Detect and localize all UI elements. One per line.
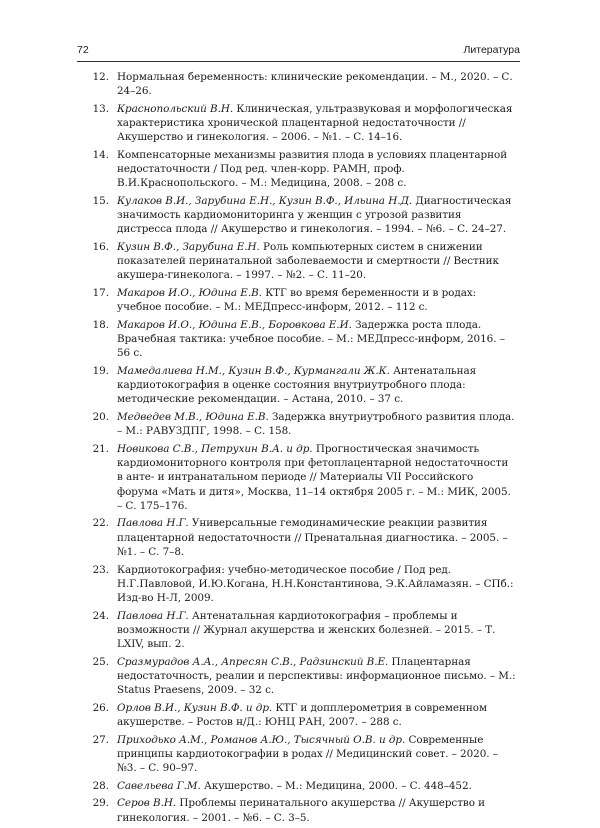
reference-authors: Новикова С.В., Петрухин В.А. и др. [117,443,313,456]
reference-authors: Медведев М.В., Юдина Е.В. [117,411,269,424]
reference-authors: Павлова Н.Г. [117,517,189,530]
reference-number: 25. [92,655,109,668]
reference-authors: Макаров И.О., Юдина Е.В., Боровкова Е.И. [117,319,352,332]
reference-item [92,240,516,282]
reference-text: Задержка внутриутробного развития плода. – М.: РАВУЗДПГ, 1998. – С. 158. [117,411,515,438]
reference-authors: Серов В.Н. [117,797,177,810]
reference-authors: Макаров И.О., Юдина Е.В. [117,287,262,300]
reference-number: 29. [92,797,109,810]
reference-text: Задержка роста плода. Врачебная тактика: учебное пособие. – М.: МЕДпресс-информ, 2016. – 56 с. [117,319,505,360]
reference-item [92,779,516,793]
page-number: 72 [77,44,89,56]
reference-number: 19. [92,365,109,378]
reference-text: Диагностическая значимость кардиомониторинга у женщин с угрозой развития дистресса плода // Акушерство и гинекология. – 1994. – №6. – С. 24–27. [117,195,512,236]
reference-authors: Краснопольский В.Н. [117,102,234,115]
reference-text: Компенсаторные механизмы развития плода в условиях плацентарной недостаточности / Под ред. член-корр. РАМН, проф. В.И.Краснопольского. – М.: Медицина, 2008. – 208 с. [117,148,508,190]
reference-number: 14. [92,148,109,161]
reference-text: Проблемы перинатального акушерства // Акушерство и гинекология. – 2001. – №6. – С. 3–5. [117,797,486,824]
reference-text: КТГ во время беременности и в родах: учебное пособие. – М.: МЕДпресс-информ, 2012. – 112 с. [117,287,477,314]
reference-item [92,563,516,605]
reference-item [92,733,516,775]
reference-text: Плацентарная недостаточность, реалии и перспективы: информационное письмо. – М.: Status Praesens, 2009. – 32 с. [117,655,516,696]
reference-number: 28. [92,779,109,792]
reference-text: Антенатальная кардиотокография – проблемы и возможности // Журнал акушерства и женских болезней. – 2015. – Т. LXIV, вып. 2. [117,609,496,650]
reference-number: 23. [92,563,109,576]
reference-text: Прогностическая значимость кардиомониторного контроля при фетоплацентарной недостаточности в анте- и интранатальном периоде // Материалы VII Российского форума «Мать и дитя», Москва, 11–14 октября 2005 г. – М.: МИК, 2005. – С. 175–176. [117,443,511,512]
reference-authors: Орлов В.И., Кузин В.Ф. и др. [117,701,273,714]
reference-item [92,516,516,558]
reference-authors: Савельева Г.М. [117,779,201,792]
reference-authors: Кулаков В.И., Зарубина Е.Н., Кузин В.Ф., Ильина Н.Д. [117,195,413,208]
reference-number: 20. [92,411,109,424]
reference-number: 18. [92,319,109,332]
reference-authors: Приходько А.М., Романов А.Ю., Тысячный О.В. и др. [117,733,406,746]
reference-text: Акушерство. – М.: Медицина, 2000. – С. 448–452. [200,779,472,792]
reference-item [92,364,516,406]
reference-authors: Павлова Н.Г. [117,609,189,622]
page-header [77,44,520,60]
reference-item [92,102,516,144]
reference-text: Универсальные гемодинамические реакции развития плацентарной недостаточности // Пренатальная диагностика. – 2005. – №1. – С. 7–8. [117,517,508,558]
reference-number: 13. [92,102,109,115]
reference-text: КТГ и допплерометрия в современном акушерстве. – Ростов н/Д.: ЮНЦ РАН, 2007. – 288 с. [117,701,487,728]
reference-text: Кардиотокография: учебно-методическое пособие / Под ред. Н.Г.Павловой, И.Ю.Когана, Н.Н.Константинова, Э.К.Айламазян. – СПб.: Изд-во Н-Л, 2009. [117,563,514,604]
reference-number: 21. [92,443,109,456]
reference-authors: Кузин В.Ф., Зарубина Е.Н. [117,241,260,254]
reference-text: Нормальная беременность: клинические рекомендации. – М., 2020. – С. 24–26. [117,71,513,98]
section-title: Литература [463,44,520,56]
reference-number: 17. [92,287,109,300]
reference-text: Клиническая, ультразвуковая и морфологическая характеристика хронической плацентарной недостаточности // Акушерство и гинекология. – 2006. – №1. – С. 14–16. [117,102,513,144]
reference-item [92,70,516,98]
reference-text: Антенатальная кардиотокография в оценке состояния внутриутробного плода: методические рекомендации. – Астана, 2010. – 37 с. [117,365,477,406]
reference-authors: Сразмурадов А.А., Апресян С.В., Радзинский В.Е. [117,655,389,668]
reference-text: Современные принципы кардиотокографии в родах // Медицинский совет. – 2020. – №3. – С. 90–97. [117,733,498,774]
reference-item [92,286,516,314]
reference-number: 22. [92,517,109,530]
reference-item [92,194,516,236]
reference-item [92,410,516,438]
reference-item [92,609,516,651]
reference-number: 15. [92,195,109,208]
reference-item [92,148,516,190]
header-divider [77,61,520,62]
reference-number: 16. [92,241,109,254]
reference-number: 12. [92,71,109,83]
reference-item [92,318,516,360]
reference-item [92,655,516,697]
reference-item [92,442,516,513]
reference-number: 24. [92,609,109,622]
reference-item [92,701,516,729]
reference-number: 27. [92,733,109,746]
reference-text: Роль компьютерных систем в снижении показателей перинатальной заболеваемости и смертности // Вестник акушера-гинеколога. – 1997. – №2. – С. 11–20. [117,241,499,282]
reference-authors: Мамедалиева Н.М., Кузин В.Ф., Курмангали Ж.К. [117,365,390,378]
reference-list [0,70,600,828]
reference-number: 26. [92,701,109,714]
reference-item [92,796,516,824]
